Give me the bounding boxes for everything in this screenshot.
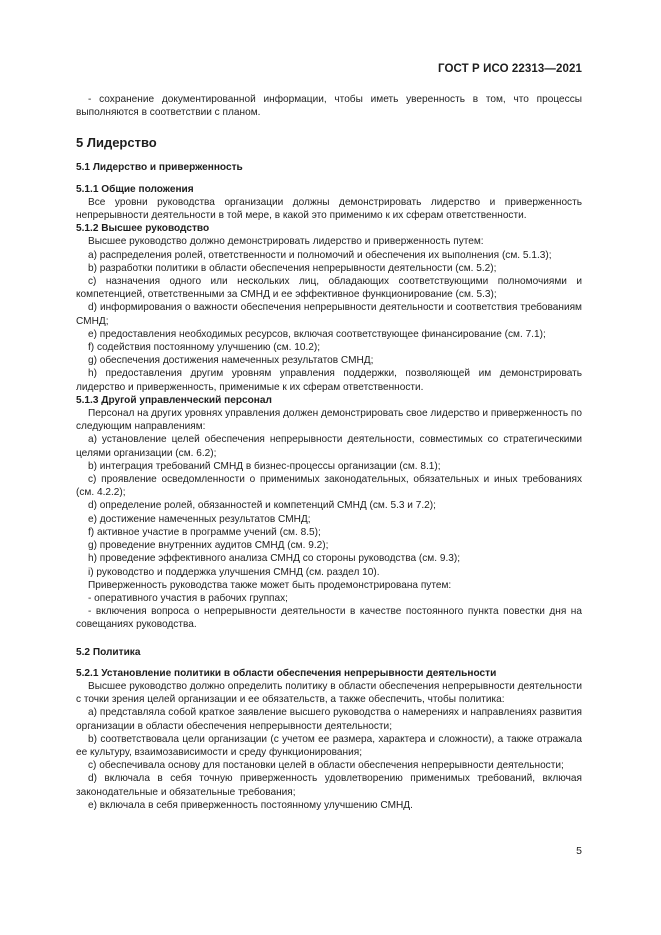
list-item: g) проведение внутренних аудитов СМНД (см. 9.2); [88, 540, 329, 552]
section-5-1-3-intro: Персонал на других уровнях управления должен демонстрировать свое лидерство и приверженность по следующим направлениям: [76, 408, 582, 433]
list-item: h) проведение эффективного анализа СМНД со стороны руководства (см. 9.3); [88, 553, 461, 565]
section-5-2-1-heading: 5.2.1 Установление политики в области обеспечения непрерывности деятельности [76, 667, 497, 679]
dash-item: - включения вопроса о непрерывности деятельности в качестве постоянного пункта повестки дня на совещаниях руководства. [76, 606, 582, 631]
list-item: f) активное участие в программе учений (см. 8.5); [88, 526, 321, 538]
section-5-1-1-text: Все уровни руководства организации должны демонстрировать лидерство и приверженность непрерывности деятельности в той мере, в какой это применимо к их сферам ответственности. [76, 196, 582, 222]
list-item: b) интеграция требований СМНД в бизнес-процессы организации (см. 8.1); [88, 460, 441, 472]
list-item: b) соответствовала цели организации (с учетом ее размера, характера и сложности), а также отражала ее культуру, взаимозависимости и среду функционирования; [76, 733, 582, 758]
list-item: c) назначения одного или нескольких лиц, обладающих соответствующими полномочиями и компетенцией, ответственными за СМНД и ее эффективное функционирование (см. 5.3); [76, 276, 582, 301]
page-number: 5 [576, 845, 582, 857]
section-5-1-2-heading: 5.1.2 Высшее руководство [76, 223, 210, 235]
list-item: d) информирования о важности обеспечения непрерывности деятельности и соответствия требованиям СМНД; [76, 302, 582, 327]
intro-paragraph: - сохранение документированной информации, чтобы иметь уверенность в том, что процессы выполняются в соответствии с планом. [76, 94, 582, 119]
standard-header: ГОСТ Р ИСО 22313—2021 [437, 63, 582, 75]
section-5-1-3-also: Приверженность руководства также может быть продемонстрирована путем: [88, 579, 452, 591]
section-5-1-1-heading [76, 183, 582, 196]
list-item: c) обеспечивала основу для постановки целей в области обеспечения непрерывности деятельности; [88, 760, 564, 772]
list-item: f) содействия постоянному улучшению (см. 10.2); [88, 342, 321, 354]
list-item: a) установление целей обеспечения непрерывности деятельности, совместимых со стратегическими целями организации (см. 6.2); [76, 434, 582, 459]
section-5-heading: 5 Лидерство [76, 135, 157, 151]
list-item: a) распределения ролей, ответственности и полномочий и обеспечения их выполнения (см. 5.1.3); [88, 249, 552, 261]
dash-item: - оперативного участия в рабочих группах; [88, 592, 288, 604]
list-item: d) определение ролей, обязанностей и компетенций СМНД (см. 5.3 и 7.2); [88, 500, 436, 512]
list-item: d) включала в себя точную приверженность удовлетворению применимых требований, включая законодательные и обязательные требования; [76, 773, 582, 798]
list-item: e) предоставления необходимых ресурсов, включая соответствующее финансирование (см. 7.1); [88, 328, 546, 340]
page-content [76, 93, 582, 812]
section-5-1-2-intro: Высшее руководство должно демонстрировать лидерство и приверженность путем: [88, 236, 484, 248]
list-item: c) проявление осведомленности о применимых законодательных, обязательных и иных требованиях (см. 4.2.2); [76, 474, 582, 499]
list-item: e) включала в себя приверженность постоянному улучшению СМНД. [88, 799, 413, 811]
list-item: h) предоставления другим уровням управления поддержки, позволяющей им демонстрировать лидерство и приверженность, применимые к их сферам ответственности. [76, 368, 582, 393]
section-5-2-heading: 5.2 Политика [76, 646, 141, 658]
section-5-2-1-intro: Высшее руководство должно определить политику в области обеспечения непрерывности деятельности с точки зрения целей организации и ее обязательств, а также обеспечить, чтобы политика: [76, 680, 582, 706]
list-item: e) достижение намеченных результатов СМНД; [88, 513, 311, 525]
section-5-1-3-heading: 5.1.3 Другой управленческий персонал [76, 394, 272, 406]
section-5-1-1-title: 5.1.1 Общие положения [76, 183, 194, 195]
list-item: a) представляла собой краткое заявление высшего руководства о намерениях и направлениях развития организации в области обеспечения непрерывности деятельности; [76, 707, 582, 732]
list-item: g) обеспечения достижения намеченных результатов СМНД; [88, 355, 374, 367]
list-item: i) руководство и поддержка улучшения СМНД (см. раздел 10). [88, 566, 380, 578]
list-item: b) разработки политики в области обеспечения непрерывности деятельности (см. 5.2); [88, 262, 497, 274]
section-5-1-heading: 5.1 Лидерство и приверженность [76, 162, 243, 174]
